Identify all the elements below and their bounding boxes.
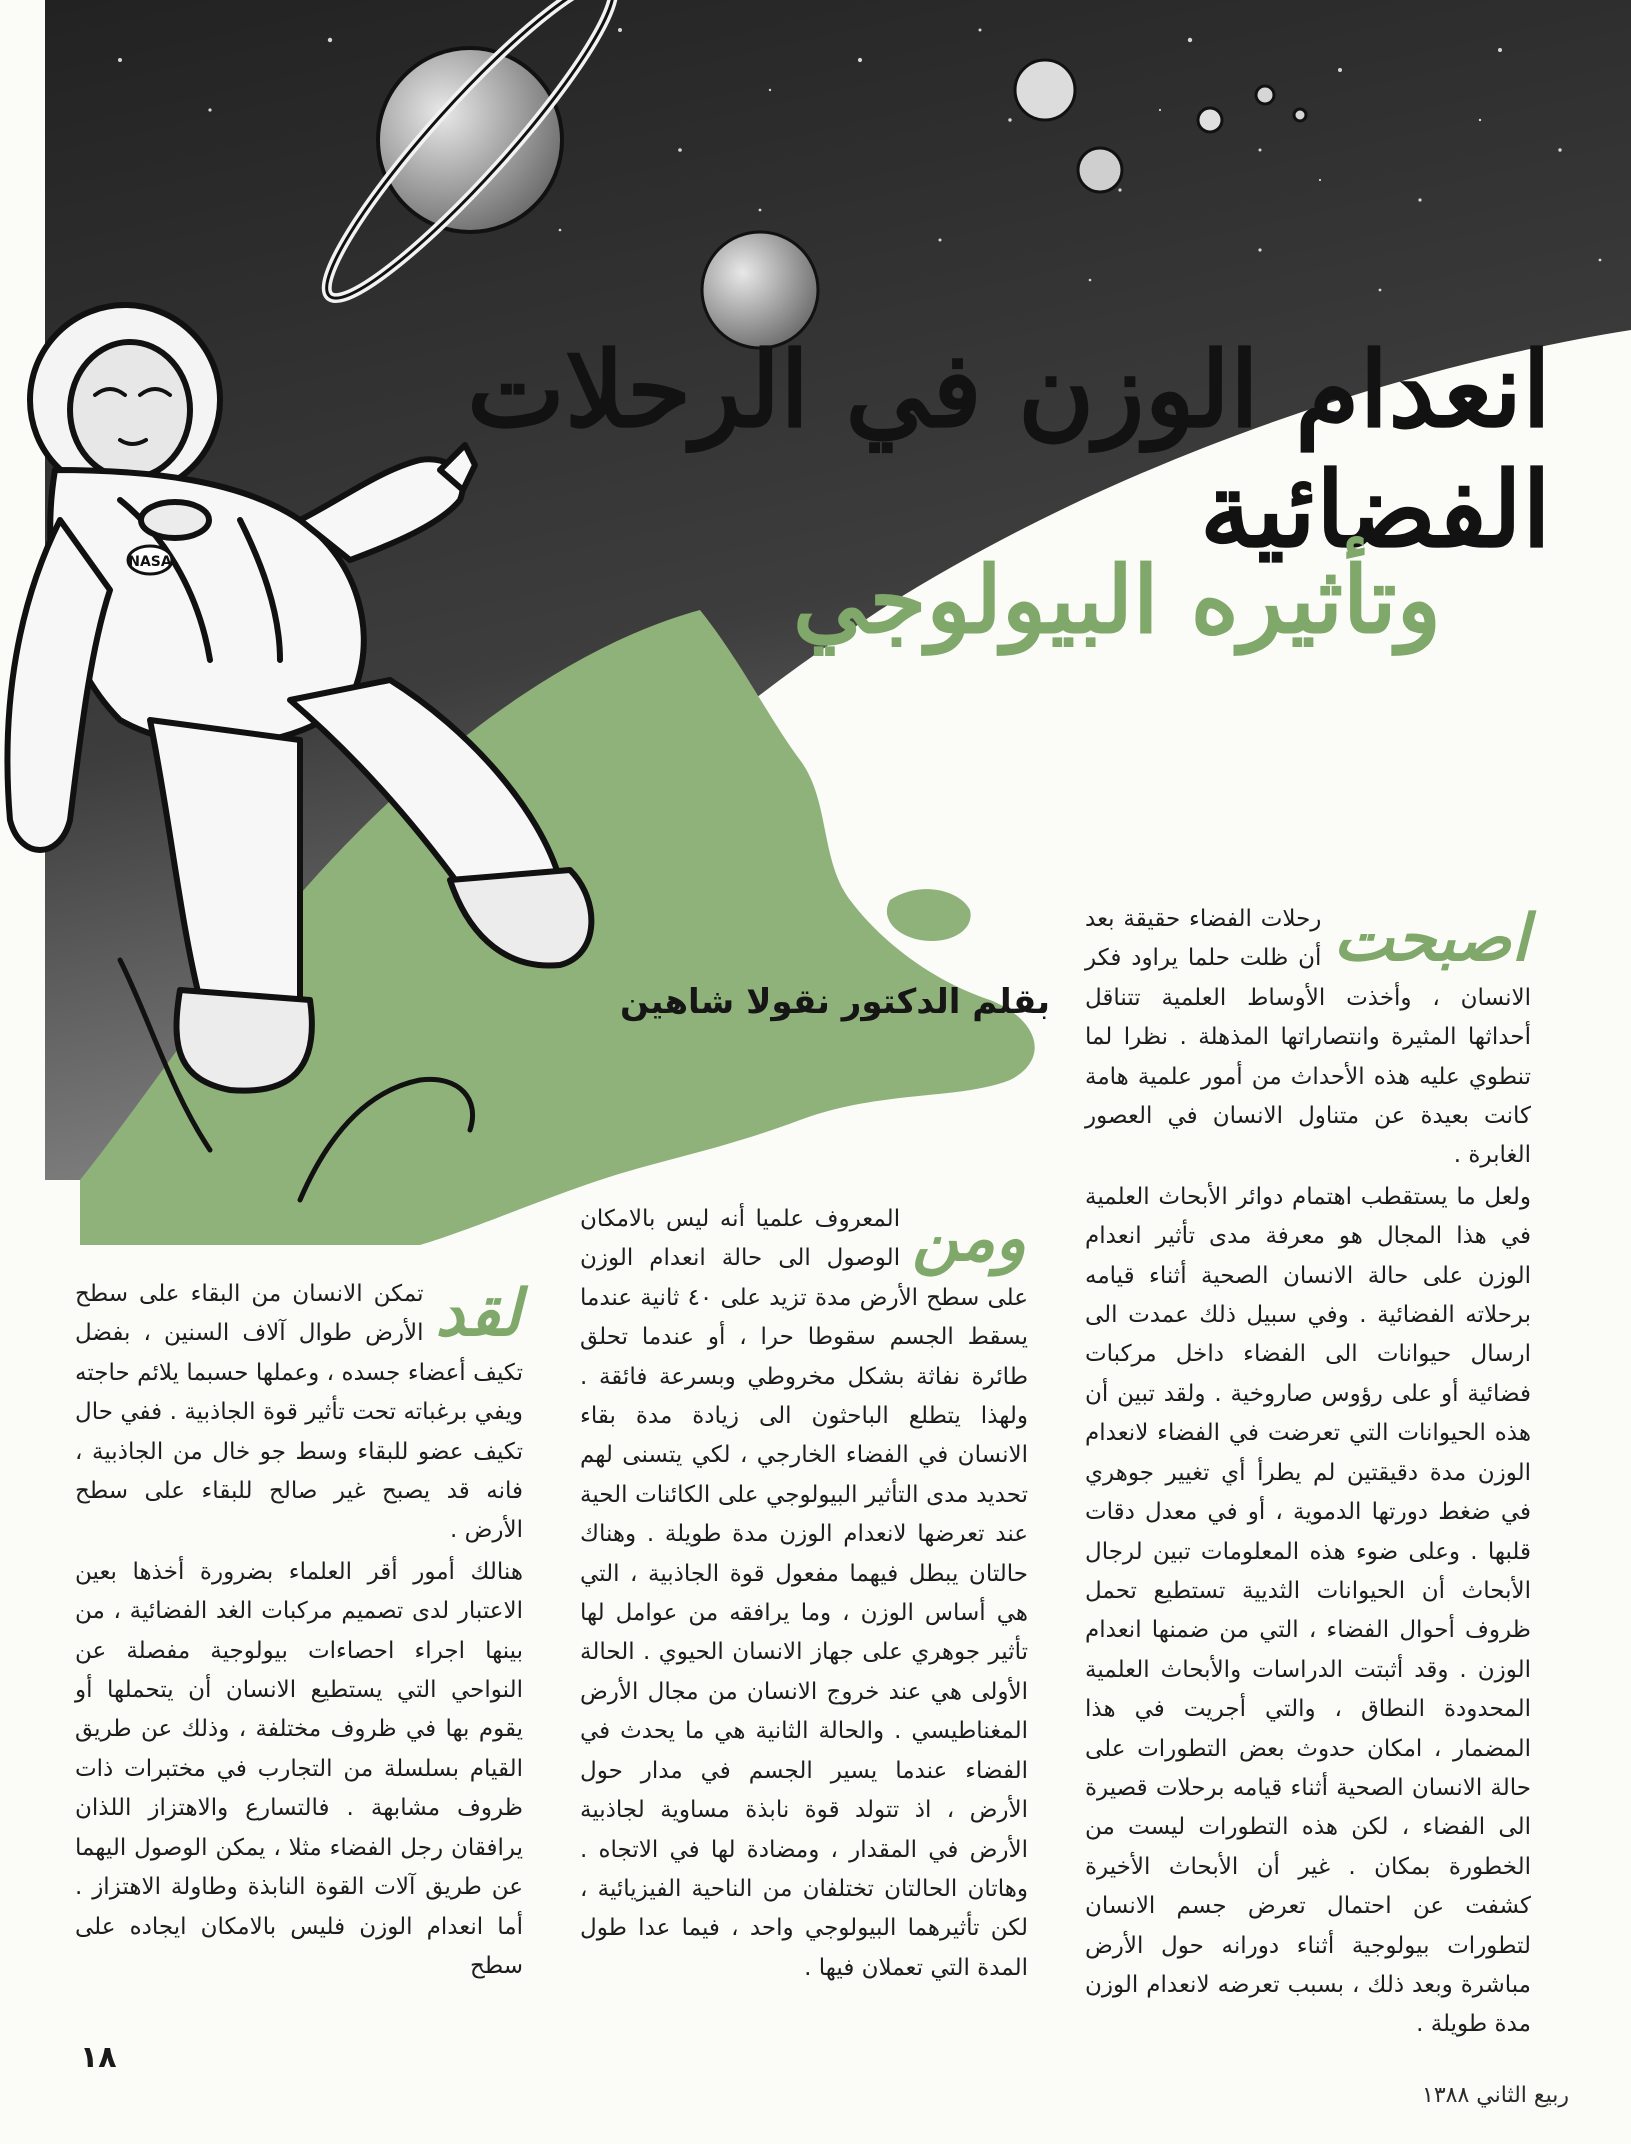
text-column-left xyxy=(75,1275,523,1986)
paragraph: تمكن الانسان من البقاء على سطح الأرض طوال آلاف السنين ، بفضل تكيف أعضاء جسده ، وعملها حسبما يلائم حاجته ويفي برغباته تحت تأثير قوة الجاذبية . ففي حال تكيف عضو للبقاء وسط جو خال من الجاذبية ، فانه قد يصبح غير صالح للبقاء على سطح الأرض . xyxy=(75,1281,523,1544)
drop-word: ومن xyxy=(912,1201,1026,1276)
article-subtitle: وتأثيره البيولوجي xyxy=(792,546,1441,654)
earth-island xyxy=(887,889,971,941)
issue-date: ربيع الثاني ١٣٨٨ xyxy=(1422,2083,1569,2108)
drop-word: اصبحت xyxy=(1333,901,1529,976)
drop-word: لقد xyxy=(435,1276,521,1351)
nasa-badge xyxy=(128,546,172,574)
nasa-badge-text: NASA xyxy=(128,554,172,570)
page-number: ١٨ xyxy=(80,2040,117,2075)
paragraph: رحلات الفضاء حقيقة بعد أن ظلت حلما يراود فكر الانسان ، وأخذت الأوساط العلمية تتناقل أحداثها المثيرة وانتصاراتها المذهلة . نظرا لما تنطوي عليه هذه الأحداث من أمور علمية هامة كانت بعيدة عن متناول الانسان في العصور الغابرة . xyxy=(1085,906,1531,1169)
author-byline: بقلم الدكتور نقولا شاهين xyxy=(619,982,1050,1022)
text-column-right xyxy=(1085,900,1531,2045)
paragraph: هنالك أمور أقر العلماء بضرورة أخذها بعين الاعتبار لدى تصميم مركبات الغد الفضائية ، من بينها اجراء احصاءات بيولوجية مفصلة عن النواحي التي يستطيع الانسان أن يتحملها أو يقوم بها في ظروف مختلفة ، وذلك عن طريق القيام بسلسلة من التجارب في مختبرات ذات ظروف مشابهة . فالتسارع والاهتزاز اللذان يرافقان رجل الفضاء مثلا ، يمكن الوصول اليهما عن طريق آلات القوة النابذة وطاولة الاهتزاز . أما انعدام الوزن فليس بالامكان ايجاده على سطح xyxy=(75,1558,523,1979)
paragraph: المعروف علميا أنه ليس بالامكان الوصول الى حالة انعدام الوزن على سطح الأرض مدة تزيد على ٤٠ ثانية عندما يسقط الجسم سقوطا حرا ، أو عندما تحلق طائرة نفاثة بشكل مخروطي وبسرعة فائقة . ولهذا يتطلع الباحثون الى زيادة مدة بقاء الانسان في الفضاء الخارجي ، لكي يتسنى لهم تحديد مدى التأثير البيولوجي على الكائنات الحية عند تعرضها لانعدام الوزن مدة طويلة . وهناك حالتان يبطل فيهما مفعول قوة الجاذبية ، التي هي أساس الوزن ، وما يرافقه من عوامل لها تأثير جوهري على جهاز الانسان الحيوي . الحالة الأولى هي عند خروج الانسان من مجال الأرض المغناطيسي . والحالة الثانية هي ما يحدث في الفضاء عندما يسير الجسم في مدار حول الأرض ، اذ تتولد قوة نابذة مساوية لجاذبية الأرض في المقدار ، ومضادة لها في الاتجاه . وهاتان الحالتان تختلفان من الناحية الفيزيائية ، لكن تأثيرهما البيولوجي واحد ، فيما عدا طول المدة التي تعملان فيها . xyxy=(580,1206,1028,1981)
text-column-middle xyxy=(580,1200,1028,1988)
paragraph: ولعل ما يستقطب اهتمام دوائر الأبحاث العلمية في هذا المجال هو معرفة مدى تأثير انعدام الوزن على حالة الانسان الصحية أثناء قيامه برحلاته الفضائية . وفي سبيل ذلك عمدت الى ارسال حيوانات الى الفضاء داخل مركبات فضائية أو على رؤوس صاروخية . ولقد تبين أن هذه الحيوانات التي تعرضت في الفضاء لانعدام الوزن مدة دقيقتين لم يطرأ أي تغيير جوهري في ضغط دورتها الدموية ، أو في معدل دقات قلبها . وعلى ضوء هذه المعلومات تبين لرجال الأبحاث أن الحيوانات الثديية تستطيع تحمل ظروف أحوال الفضاء ، التي من ضمنها انعدام الوزن . وقد أثبتت الدراسات والأبحاث العلمية المحدودة النطاق ، والتي أجريت في هذا المضمار ، امكان حدوث بعض التطورات على حالة الانسان الصحية أثناء قيامه برحلات قصيرة الى الفضاء ، لكن هذه التطورات ليست من الخطورة بمكان . غير أن الأبحاث الأخيرة كشفت عن احتمال تعرض جسم الانسان لتطورات بيولوجية أثناء دورانه حول الأرض مباشرة وبعد ذلك ، بسبب تعرضه لانعدام الوزن مدة طويلة . xyxy=(1085,1183,1531,2038)
article-title: انعدام الوزن في الرحلات الفضائية xyxy=(466,328,1551,571)
